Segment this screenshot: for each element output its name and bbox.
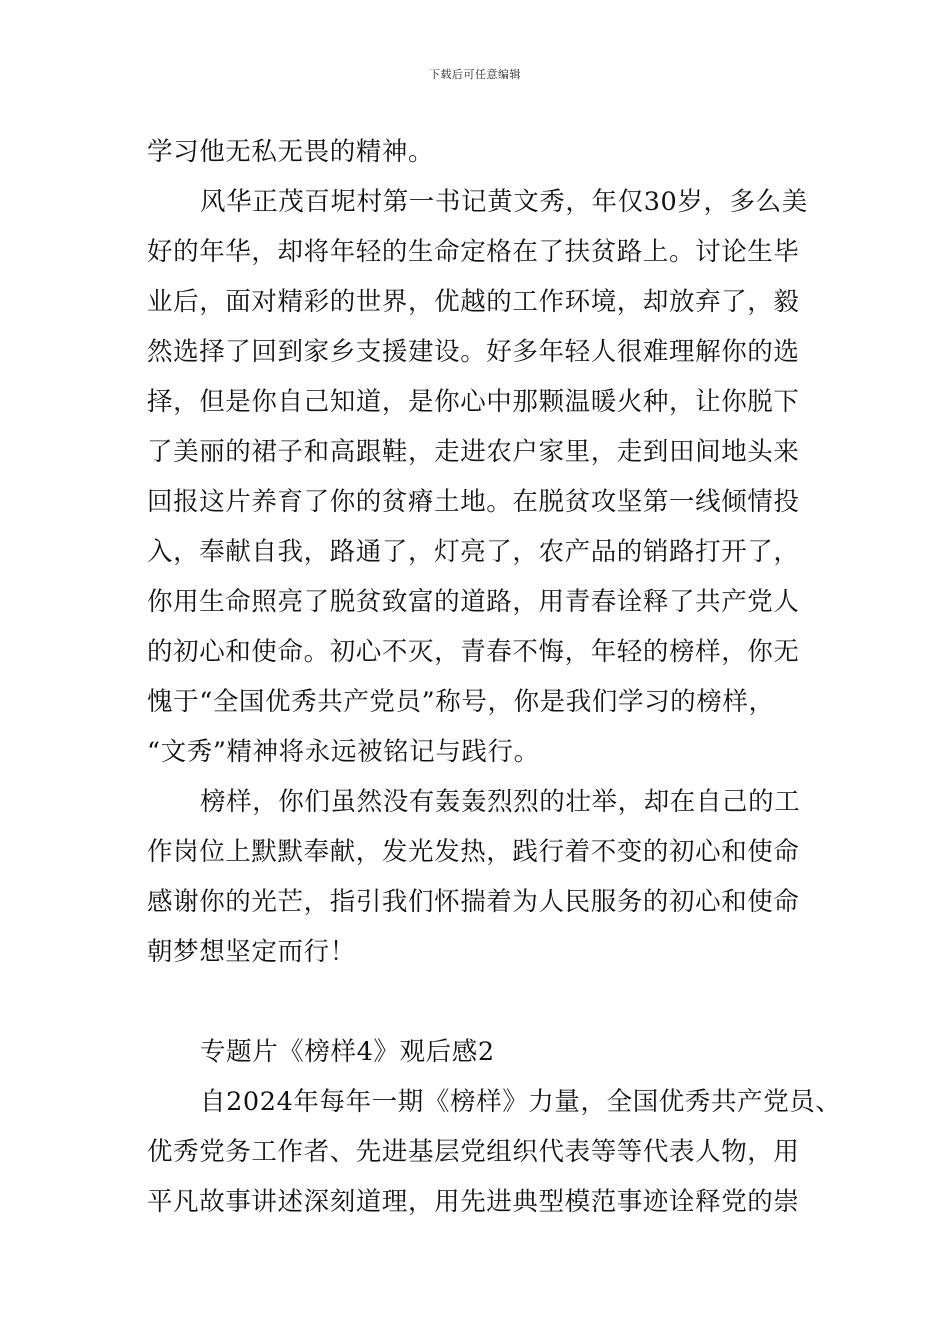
text-line: 学习他无私无畏的精神。 — [147, 137, 435, 167]
text-line: 业后，面对精彩的世界，优越的工作环境，却放弃了，毅 — [147, 287, 800, 317]
text-line: 回报这片养育了你的贫瘠土地。在脱贫攻坚第一线倾情投 — [147, 487, 800, 517]
text-line: 优秀党务工作者、先进基层党组织代表等等代表人物，用 — [147, 1137, 800, 1167]
text-line: 作岗位上默默奉献，发光发热，践行着不变的初心和使命 — [147, 837, 800, 867]
text-line: 感谢你的光芒，指引我们怀揣着为人民服务的初心和使命 — [147, 887, 800, 917]
text-line: 了美丽的裙子和高跟鞋，走进农户家里，走到田间地头来 — [147, 437, 800, 467]
text-line: 朝梦想坚定而行！ — [147, 937, 356, 967]
page-header-note: 下载后可任意编辑 — [429, 68, 521, 81]
section-heading: 专题片《榜样4》观后感2 — [200, 1037, 495, 1067]
text-line: 择，但是你自己知道，是你心中那颗温暖火种，让你脱下 — [147, 387, 800, 417]
text-line: “文秀”精神将永远被铭记与践行。 — [147, 737, 540, 767]
text-line: 好的年华，却将年轻的生命定格在了扶贫路上。讨论生毕 — [147, 237, 800, 267]
text-line: 愧于“全国优秀共产党员”称号，你是我们学习的榜样， — [147, 687, 775, 717]
blank-line — [147, 977, 817, 1027]
text-line: 自2024年每年一期《榜样》力量，全国优秀共产党员、 — [200, 1087, 842, 1117]
text-line: 风华正茂百坭村第一书记黄文秀，年仅30岁，多么美 — [200, 187, 808, 217]
text-line: 入，奉献自我，路通了，灯亮了，农产品的销路打开了， — [147, 537, 800, 567]
text-line: 平凡故事讲述深刻道理，用先进典型模范事迹诠释党的崇 — [147, 1187, 800, 1217]
document-body — [147, 127, 842, 1227]
text-line: 的初心和使命。初心不灭，青春不悔，年轻的榜样，你无 — [147, 637, 800, 667]
text-line: 然选择了回到家乡支援建设。好多年轻人很难理解你的选 — [147, 337, 800, 367]
text-line: 榜样，你们虽然没有轰轰烈烈的壮举，却在自己的工 — [200, 787, 801, 817]
text-line: 你用生命照亮了脱贫致富的道路，用青春诠释了共产党人 — [147, 587, 800, 617]
